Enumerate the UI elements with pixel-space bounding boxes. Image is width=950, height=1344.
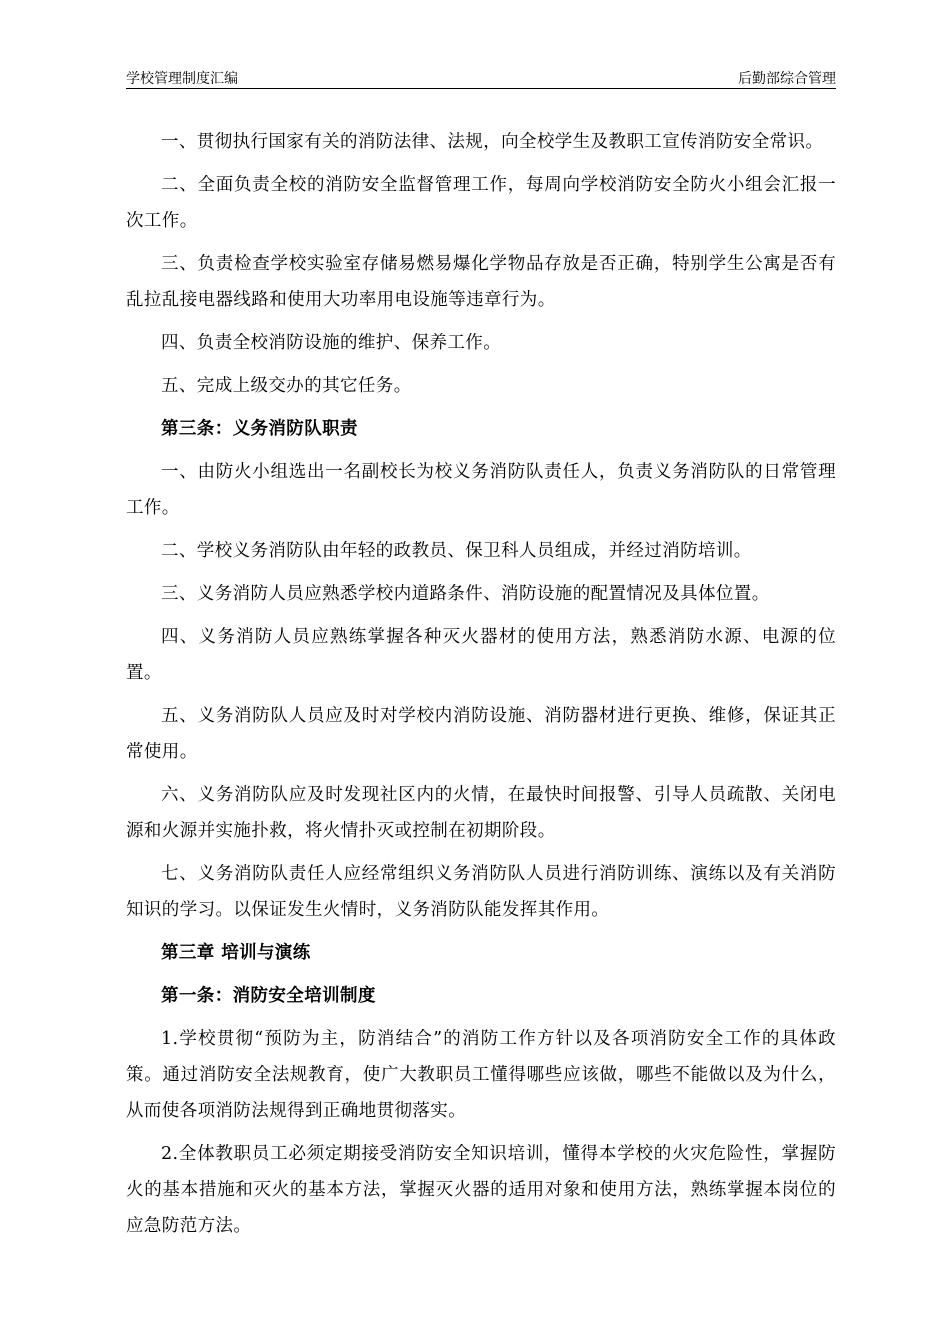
paragraph: 六、义务消防队应及时发现社区内的火情，在最快时间报警、引导人员疏散、关闭电源和火源并实施扑救，将火情扑灭或控制在初期阶段。 [126, 785, 836, 841]
paragraph: 一、贯彻执行国家有关的消防法律、法规，向全校学生及教职工宣传消防安全常识。 [161, 132, 824, 152]
section-heading: 第三条：义务消防队职责 [161, 419, 358, 439]
document-body [126, 124, 836, 1251]
paragraph: 三、义务消防人员应熟悉学校内道路条件、消防设施的配置情况及具体位置。 [161, 584, 770, 604]
paragraph: 二、学校义务消防队由年轻的政教员、保卫科人员组成，并经过消防培训。 [161, 541, 752, 561]
paragraph: 1.学校贯彻“预防为主，防消结合”的消防工作方针以及各项消防安全工作的具体政策。通过消防安全法规教育，使广大教职员工懂得哪些应该做，哪些不能做以及为什么，从而使各项消防法规得到正确地贯彻落实。 [126, 1029, 836, 1121]
header-document-title: 学校管理制度汇编 [126, 71, 238, 87]
paragraph: 四、义务消防人员应熟练掌握各种灭火器材的使用方法，熟悉消防水源、电源的位置。 [126, 627, 836, 683]
paragraph: 一、由防火小组选出一名副校长为校义务消防队责任人，负责义务消防队的日常管理工作。 [126, 462, 836, 518]
section-heading: 第一条：消防安全培训制度 [161, 986, 376, 1006]
paragraph: 二、全面负责全校的消防安全监督管理工作，每周向学校消防安全防火小组会汇报一次工作。 [126, 175, 836, 231]
paragraph: 五、义务消防队人员应及时对学校内消防设施、消防器材进行更换、维修，保证其正常使用。 [126, 706, 836, 762]
chapter-heading: 第三章 培训与演练 [161, 943, 311, 963]
paragraph: 四、负责全校消防设施的维护、保养工作。 [161, 333, 502, 353]
paragraph: 2.全体教职员工必须定期接受消防安全知识培训，懂得本学校的火灾危险性，掌握防火的基本措施和灭火的基本方法，掌握灭火器的适用对象和使用方法，熟练掌握本岗位的应急防范方法。 [126, 1144, 836, 1236]
paragraph: 七、义务消防队责任人应经常组织义务消防队人员进行消防训练、演练以及有关消防知识的学习。以保证发生火情时，义务消防队能发挥其作用。 [126, 864, 836, 920]
header-section-title: 后勤部综合管理 [738, 71, 836, 87]
paragraph: 五、完成上级交办的其它任务。 [161, 376, 412, 396]
page-header [126, 66, 836, 89]
paragraph: 三、负责检查学校实验室存储易燃易爆化学物品存放是否正确，特别学生公寓是否有乱拉乱接电器线路和使用大功率用电设施等违章行为。 [126, 254, 836, 310]
